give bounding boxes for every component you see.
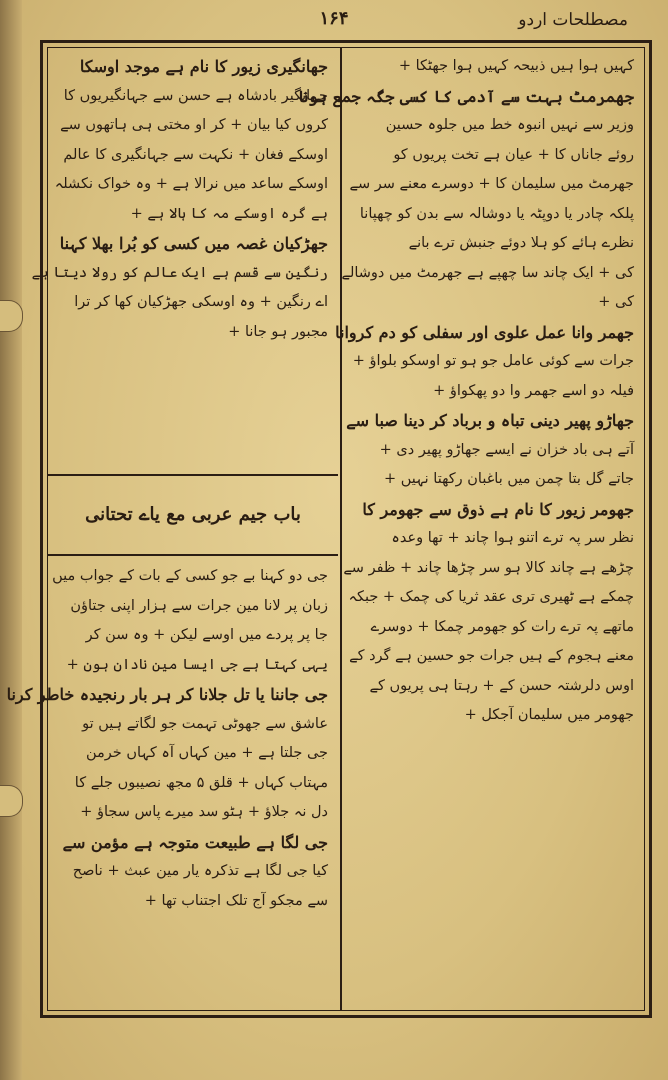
binding-hole [0,300,23,332]
text-line: اوس دلرشتہ حسن کے + رہتا ہی پریوں کے [369,677,634,694]
text-line: کی + [598,294,634,310]
text-line: ماتھے پہ ترے رات کو جھومر چمکا + دوسرے [370,618,634,635]
text-line: جھڑکیان غصہ میں کسی کو بُرا بھلا کہنا [59,234,328,253]
page-number: ۱۶۴ [319,8,349,29]
left-column-lower [6,558,338,1010]
text-line: چمکے ہے ٹھیری تری عقد ثریا کی چمک + جبکہ [348,589,634,605]
text-line: اے رنگین + وہ اوسکی جھڑکیان کھا کر ترا [74,294,328,310]
text-line: وزیر سے نہیں انبوہ خط میں جلوہ حسین [385,117,634,133]
binding-edge [0,0,22,1080]
text-line: جھومر میں سلیمان آجکل + [464,707,634,723]
text-line: کہیں ہوا ہیں ذبیحہ کہیں ہوا جھٹکا + [398,58,634,74]
text-line: جی جاننا یا تل جلانا کر ہر بار رنجیدہ خاطر کرنا [6,685,328,704]
text-line: کی + ایک چاند سا چھپے ہے جھرمٹ میں دوشالے [341,264,634,281]
text-line: جھرمٹ میں سلیمان کا + دوسرے معنے سر سے [349,176,634,192]
text-line: جھانگیری زیور کا نام ہے موجد اوسکا [79,57,328,76]
text-line: نظر سر پہ ترے اتنو ہوا چاند + تھا وعدہ [391,530,634,546]
text-line: معنے ہجوم کے ہیں جرات جو حسین ہے گرد کے [349,648,634,664]
text-line: فیلہ دو اسے جھمر وا دو پھکواؤ + [433,382,634,399]
section-heading-box [48,474,338,556]
text-line: زبان پر لانا مین جرات سے ہزار اپنی جتاؤن [70,597,328,614]
text-line: دل نہ جلاؤ + ہٹو سد میرے پاس سجاؤ + [80,804,328,820]
text-line: جی جلتا ہے + مین کہاں آہ کہاں خرمن [85,745,328,761]
running-title: مصطلحات اردو [518,10,628,30]
text-line: روئے جاناں کا + عیان ہے تخت پریوں کو [393,146,634,163]
text-line: ہے گرہ اوسکے مہ کا ہالا ہے + [130,205,328,222]
binding-hole [0,785,23,817]
text-line: جھاڑو پھیر دینی تباہ و برباد کر دینا صبا سے [346,411,634,430]
text-line: جھومر زیور کا نام ہے ذوق سے جھومر کا [362,499,634,519]
text-line: جھمرمٹ بہت سے آدمی کا کسی جگہ جمع ہونا [298,86,634,106]
text-line: یہی کہتا ہے جی ایسا مین نادان ہون + [66,656,328,673]
text-line: آتے ہی باد خزان نے ایسے جھاڑو پھیر دی + [379,441,634,458]
text-frame [6,40,652,1018]
right-column [298,48,644,1010]
page-header [40,6,628,36]
left-column-upper [31,48,338,474]
text-line: سے مجکو آج تلک اجتناب تھا + [144,892,328,909]
text-line: اوسکے فغان + نکہت سے جہانگیری کا عالم [63,146,328,163]
text-line: کروں کیا بیان + کر او مختی ہی ہاتھوں سے [60,117,328,133]
text-line: جرات سے کوئی عامل جو ہو تو اوسکو بلواؤ + [352,353,634,369]
text-line: جی لگا ہے طبیعت متوجہ ہے مؤمن سے [62,832,328,852]
text-line: اوسکے ساعد میں نرالا ہے + وہ خواک نکشلہ [54,176,328,192]
text-line: مجبور ہو جانا + [228,323,328,340]
text-line: جاتے گل بتا چمن میں باغبان رکھتا نہیں + [383,471,634,487]
text-line: عاشق سے جھوٹی تہمت جو لگاتے ہیں تو [82,715,328,732]
section-title: باب جیم عربی مع یاے تحتانی [85,504,301,525]
text-line: رنگین سے قسم ہے ایک عالم کو رولا دیتا ہے [31,264,328,281]
text-line: کیا جی لگا ہے تذکرہ یار مین عبث + ناصح [72,863,328,879]
text-line: پلکہ چادر یا دوپٹہ یا دوشالہ سے بدن کو چھپانا [359,205,634,222]
text-frame-inner [6,47,645,1011]
text-line: جہانگیر بادشاہ ہے حسن سے جہانگیریوں کا [63,87,328,104]
text-line: نظرے ہائے کو ہلا دوئے جنبش ترے بانے [408,235,634,251]
text-line: چڑھے ہے چاند کالا ہو سر چڑھا چاند + ظفر سے [343,559,634,576]
text-line: مہتاب کہاں + قلق ۵ مجھ نصیبوں جلے کا [74,774,328,791]
text-line: جھمر وانا عمل علوی اور سفلی کو دم کروانا [335,322,634,342]
text-line: جی دو کہنا بے جو کسی کے بات کے جواب میں [52,568,328,584]
text-line: جا پر پردے میں اوسے لیکن + وہ سن کر [85,627,328,643]
